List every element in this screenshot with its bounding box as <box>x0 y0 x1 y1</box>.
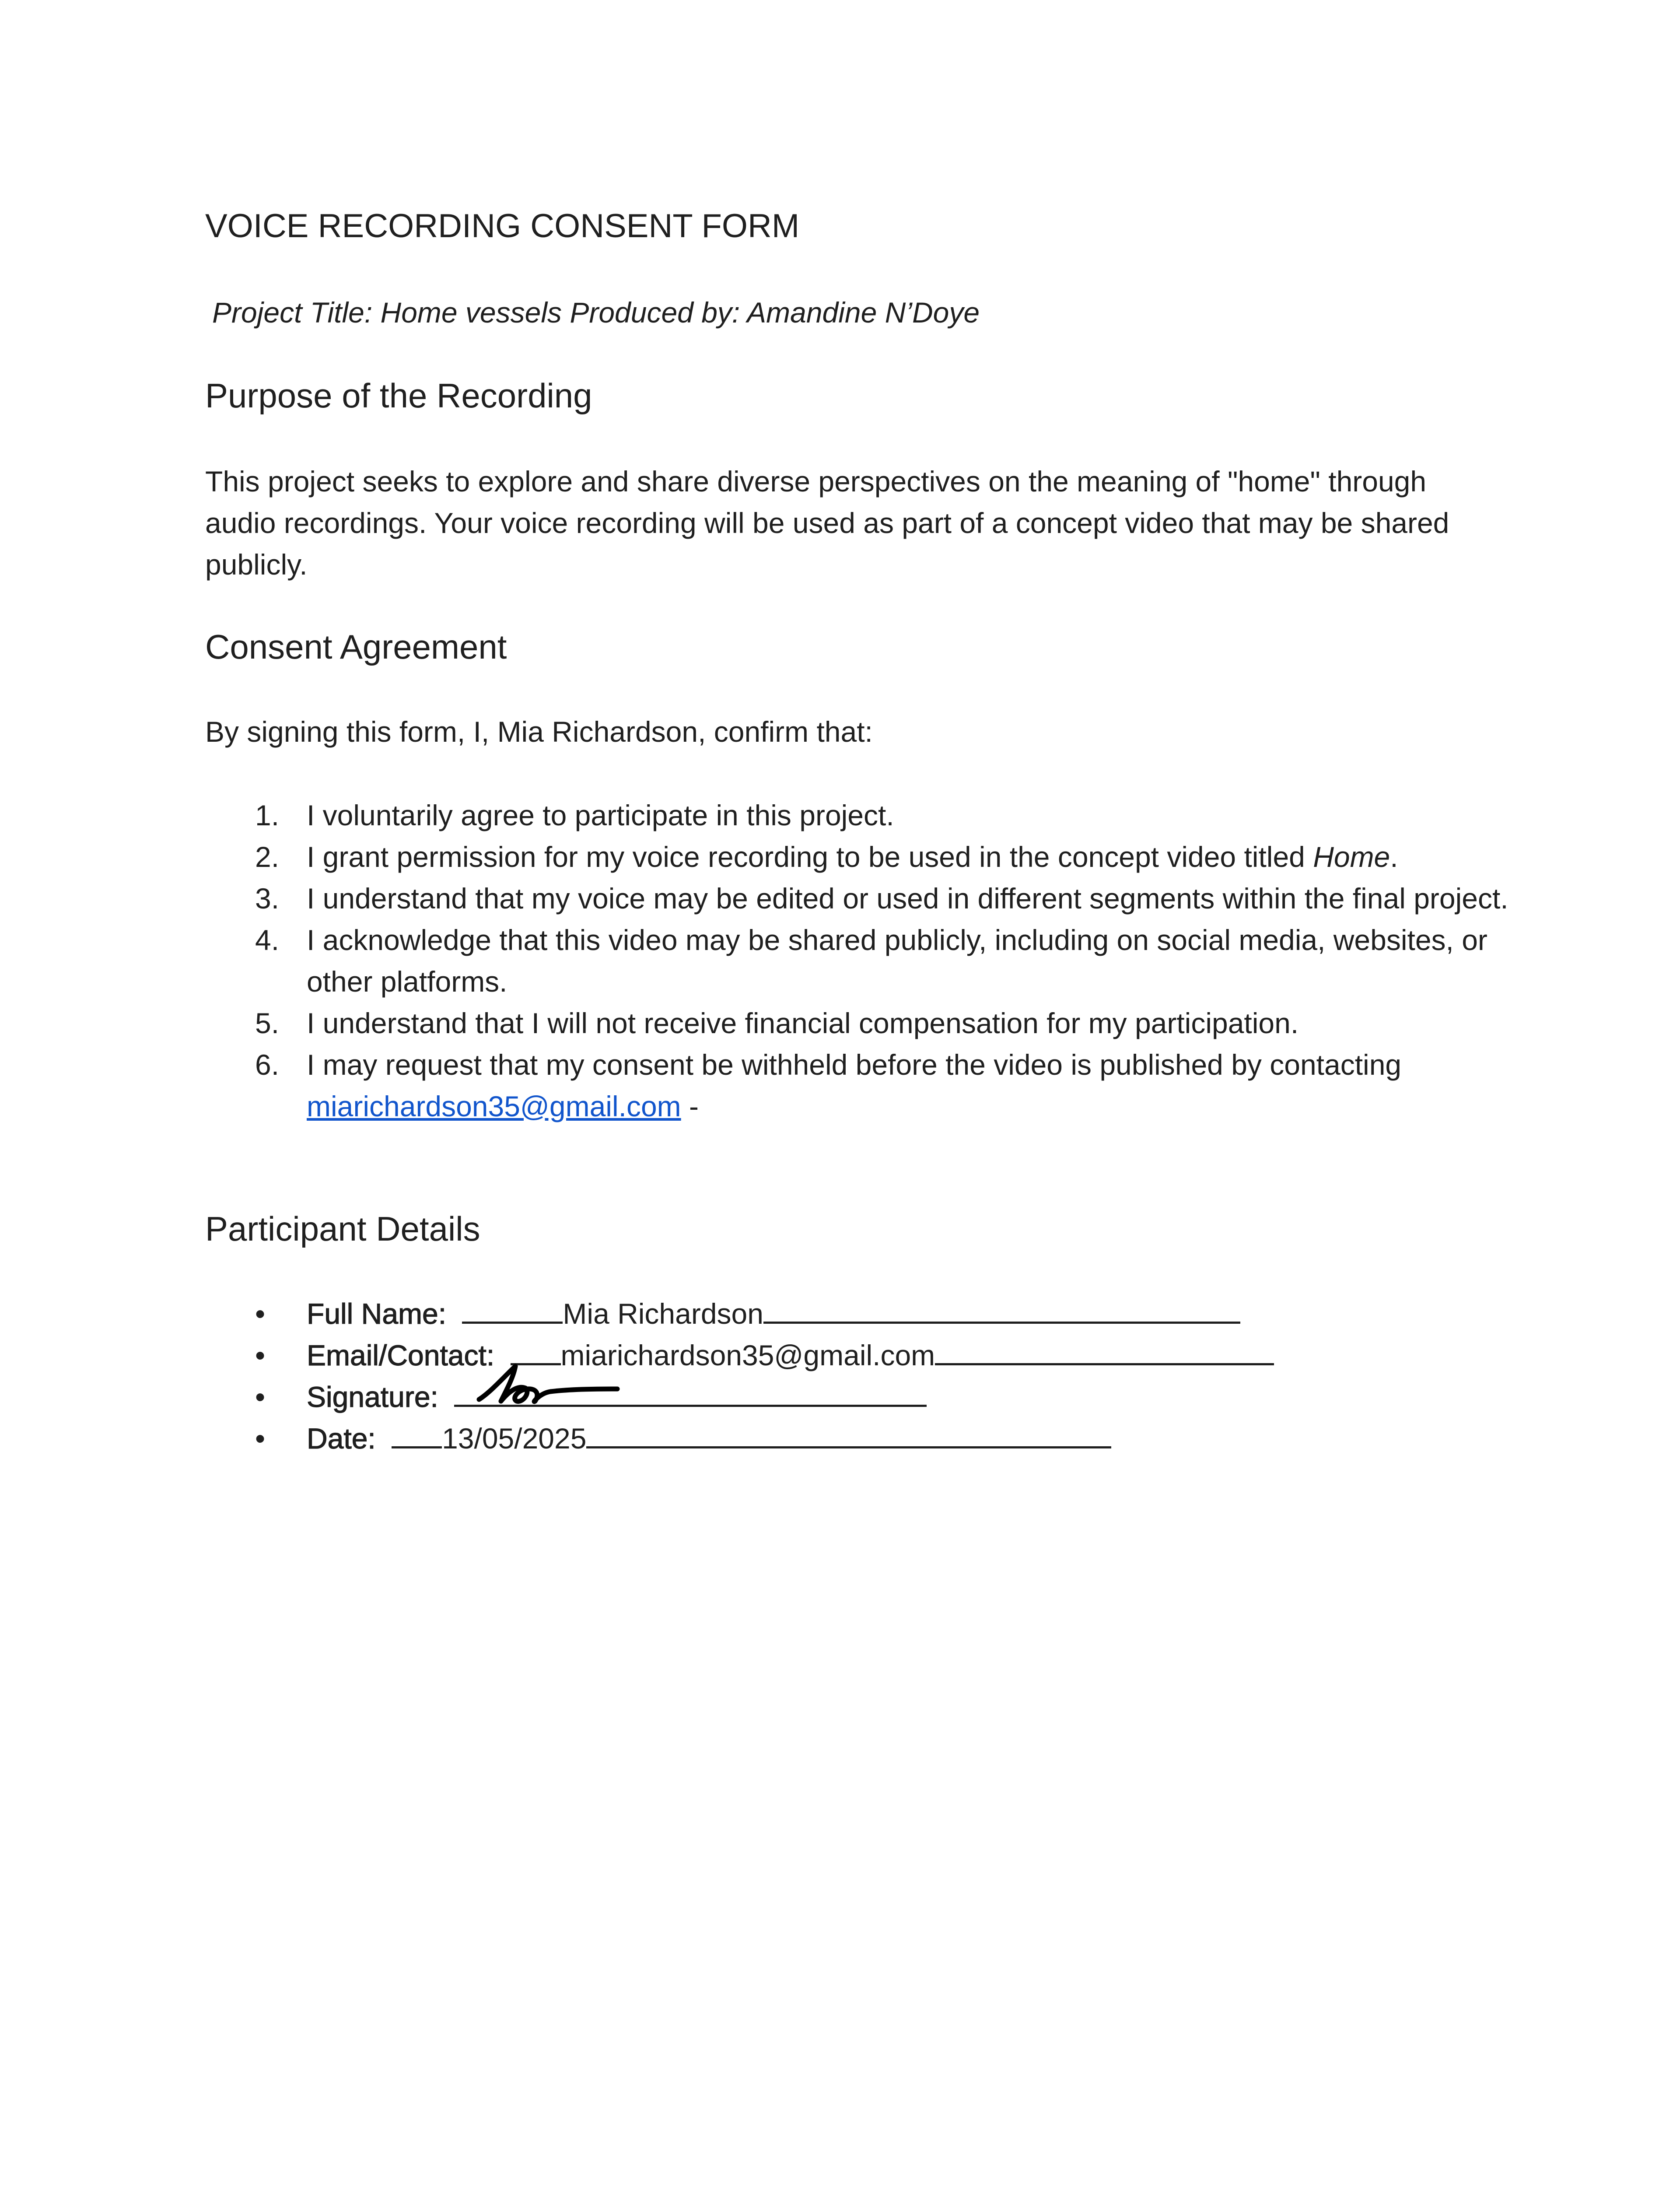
list-number: 3. <box>255 882 280 915</box>
bullet-icon: • <box>255 1381 266 1413</box>
date-label: Date: <box>307 1422 376 1455</box>
full-name-label: Full Name: <box>307 1297 447 1330</box>
bullet-icon: • <box>255 1339 266 1371</box>
purpose-paragraph: This project seeks to explore and share diverse perspectives on the meaning of "home" through audio recordings. Your voice recording will be used as part of a concept video that may be shared publicly. <box>205 465 1449 581</box>
bullet-icon: • <box>255 1422 266 1455</box>
date-trailing-line <box>586 1420 1111 1448</box>
email-value: miarichardson35@gmail.com <box>560 1339 935 1371</box>
consent-item-suffix: . <box>1390 841 1398 873</box>
consent-item-6 <box>205 1044 1518 1127</box>
consent-list <box>205 795 1518 1127</box>
consent-item-suffix: - <box>681 1090 699 1122</box>
consent-item-text: I grant permission for my voice recording to be used in the concept video titled <box>307 841 1313 873</box>
full-name-row <box>205 1293 1518 1335</box>
date-value: 13/05/2025 <box>442 1422 587 1455</box>
bullet-icon: • <box>255 1297 266 1330</box>
signature-label: Signature: <box>307 1381 438 1413</box>
consent-item-1 <box>205 795 1518 836</box>
full-name-trailing-line <box>763 1295 1240 1324</box>
list-number: 5. <box>255 1007 280 1039</box>
video-title-emphasis: Home <box>1313 841 1390 873</box>
date-row <box>205 1418 1518 1459</box>
consent-item-text: I voluntarily agree to participate in this project. <box>307 799 894 831</box>
consent-item-4 <box>205 919 1518 1003</box>
email-trailing-line <box>935 1337 1274 1365</box>
participant-details-list <box>205 1293 1518 1459</box>
handwritten-signature-icon <box>474 1361 623 1409</box>
consent-heading: Consent Agreement <box>205 628 507 666</box>
project-title-line: Project Title: Home vessels Produced by: Amandine N’Doye <box>212 296 980 329</box>
full-name-value: Mia Richardson <box>563 1297 763 1330</box>
consent-item-text: I may request that my consent be withheld before the video is published by contacting <box>307 1048 1402 1081</box>
consent-item-text: I understand that I will not receive financial compensation for my participation. <box>307 1007 1299 1039</box>
form-title: VOICE RECORDING CONSENT FORM <box>205 207 800 245</box>
consent-item-2 <box>205 836 1518 878</box>
consent-item-text: I acknowledge that this video may be shared publicly, including on social media, websites, or other platforms. <box>307 924 1488 998</box>
consent-item-text: I understand that my voice may be edited or used in different segments within the final project. <box>307 882 1508 915</box>
list-number: 4. <box>255 924 280 956</box>
participant-details-heading: Participant Details <box>205 1210 480 1248</box>
consent-item-3 <box>205 878 1518 919</box>
consent-item-5 <box>205 1003 1518 1044</box>
email-row <box>205 1335 1518 1376</box>
signature-line <box>454 1378 927 1407</box>
list-number: 1. <box>255 799 280 831</box>
full-name-leading-line <box>462 1295 563 1324</box>
list-number: 6. <box>255 1048 280 1081</box>
email-label: Email/Contact: <box>307 1339 495 1371</box>
signature-row <box>205 1376 1518 1418</box>
purpose-heading: Purpose of the Recording <box>205 376 592 415</box>
consent-intro: By signing this form, I, Mia Richardson, confirm that: <box>205 715 873 748</box>
date-leading-line <box>392 1420 442 1448</box>
list-number: 2. <box>255 841 280 873</box>
contact-email-link[interactable]: miarichardson35@gmail.com <box>307 1090 681 1122</box>
